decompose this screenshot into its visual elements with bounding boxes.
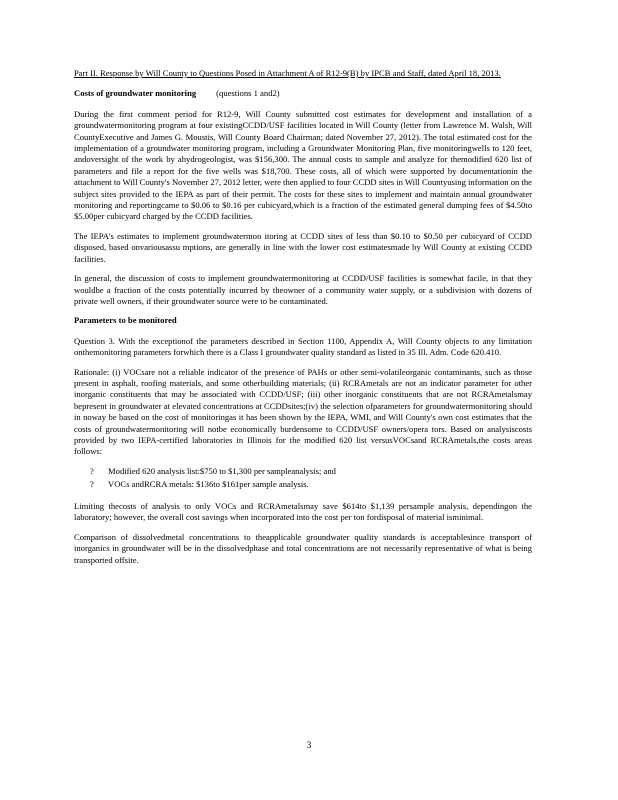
list-item — [90, 466, 532, 478]
section-heading-costs-questions: (questions 1 and2) — [216, 88, 280, 99]
bullet-text: VOCs andRCRA metals: $136to $161per sample analysis. — [108, 479, 309, 490]
section-heading-costs-title: Costs of groundwater monitoring — [74, 88, 197, 99]
paragraph-costs-1: During the first comment period for R12-9, Will County submitted cost estimates for development and installation of a groundwatermonitoring program at four existingCCDD/USF facilities located in Will County (letter from Lawrence M. Walsh, Will CountyExecutive and James G. Moustis, Will County Board Chairman; dated November 27, 2012). The total estimated cost for the implementation of a groundwater monitoring program, including a Groundwater Monitoring Plan, five monitoringwells to 120 feet, andoversight of the work by ahydrogeologist, was $156,300. The annual costs to sample and analyze for themodified 620 list of parameters and file a report for the five wells was $18,700. These costs, all of which were supported by documentationin the attachment to Will County's November 27, 2012 letter, were then applied to four CCDD sites in Will Countyusing information on the subject sites provided to the IEPA as part of their permit. The costs for these sites to implement and maintain annual groundwater monitoring and reportingcame to $0.06 to $0.16 per cubicyard,which is a fraction of the estimated general dumping fees of $4.50to $5.00per cubicyard charged by the CCDD facilities. — [74, 108, 532, 222]
paragraph-costs-3: In general, the discussion of costs to implement groundwatermonitoring at CCDD/USF facilities is somewhat facile, in that they wouldbe a fraction of the costs potentially incurred by theowner of a community water supply, or a subdivision with dozens of private well owners, if their groundwater source were to be contaminated. — [74, 273, 532, 306]
paragraph-question-3: Question 3. With the exceptionof the parameters described in Section 1100, Appendix A, Will County objects to any limitation onthemonitoring parameters forwhich there is a Class I groundwater quality standard as listed in 35 Ill. Adm. Code 620.410. — [74, 335, 532, 358]
section-heading-parameters: Parameters to be monitored — [74, 315, 177, 326]
bullet-text: Modified 620 analysis list:$750 to $1,300 per sampleanalysis; and — [108, 465, 336, 476]
paragraph-limiting-costs: Limiting thecosts of analysis to only VOCs and RCRAmetalsmay save $614to $1,139 persample analysis, dependingon the laboratory; however, the overall cost savings when incorporated into the cost per ton fordisposal of material isminimal. — [74, 500, 532, 523]
bullet-marker: ? — [90, 479, 94, 490]
paragraph-rationale: Rationale: (i) VOCsare not a reliable indicator of the presence of PAHs or other semi-volatileorganic contaminants, such as those present in asphalt, roofing materials, and some otherbuilding materials; (ii) RCRAmetals are not an indicator parameter for other inorganic constituents that may be associated with CCDD/USF; (iii) other inorganic constituents that are not RCRAmetalsmay bepresent in groundwater at elevated concentrations at CCDDsites;(iv) the selection ofparameters for groundwatermonitoring should in noway be based on the cost of monitoringas it has been shown by the IEPA, WMI, and Will County's own cost estimates that the costs of groundwatermonitoring will notbe economically burdensome to CCDD/USF owners/opera tors. Based on analysiscosts provided by two IEPA-certified laboratories in Illinois for the modified 620 list versusVOCsand RCRAmetals,the costs areas follows: — [74, 366, 532, 457]
document-header: Part II. Response by Will County to Questions Posed in Attachment A of R12-9(B) by IPCB and Staff, dated April 18, 2013. — [74, 68, 501, 78]
cost-bullet-list — [90, 466, 532, 491]
paragraph-costs-2: The IEPA's estimates to implement groundwatermon itoring at CCDD sites of less than $0.10 to $0.50 per cubicyard of CCDD disposed, based onvariousassu mptions, are generally in line with the lower cost estimatesmade by Will County at existing CCDD facilities. — [74, 230, 532, 264]
bullet-marker: ? — [90, 465, 94, 476]
list-item — [90, 479, 532, 491]
section-heading-costs — [74, 88, 532, 99]
paragraph-dissolved-metals: Comparison of dissolvedmetal concentrations to theapplicable groundwater quality standards is acceptablesince transport of inorganics in groundwater will be in the dissolvedphase and total concentrations are not necessarily representative of what is being transported offsite. — [74, 531, 532, 565]
page-number: 3 — [306, 741, 312, 751]
